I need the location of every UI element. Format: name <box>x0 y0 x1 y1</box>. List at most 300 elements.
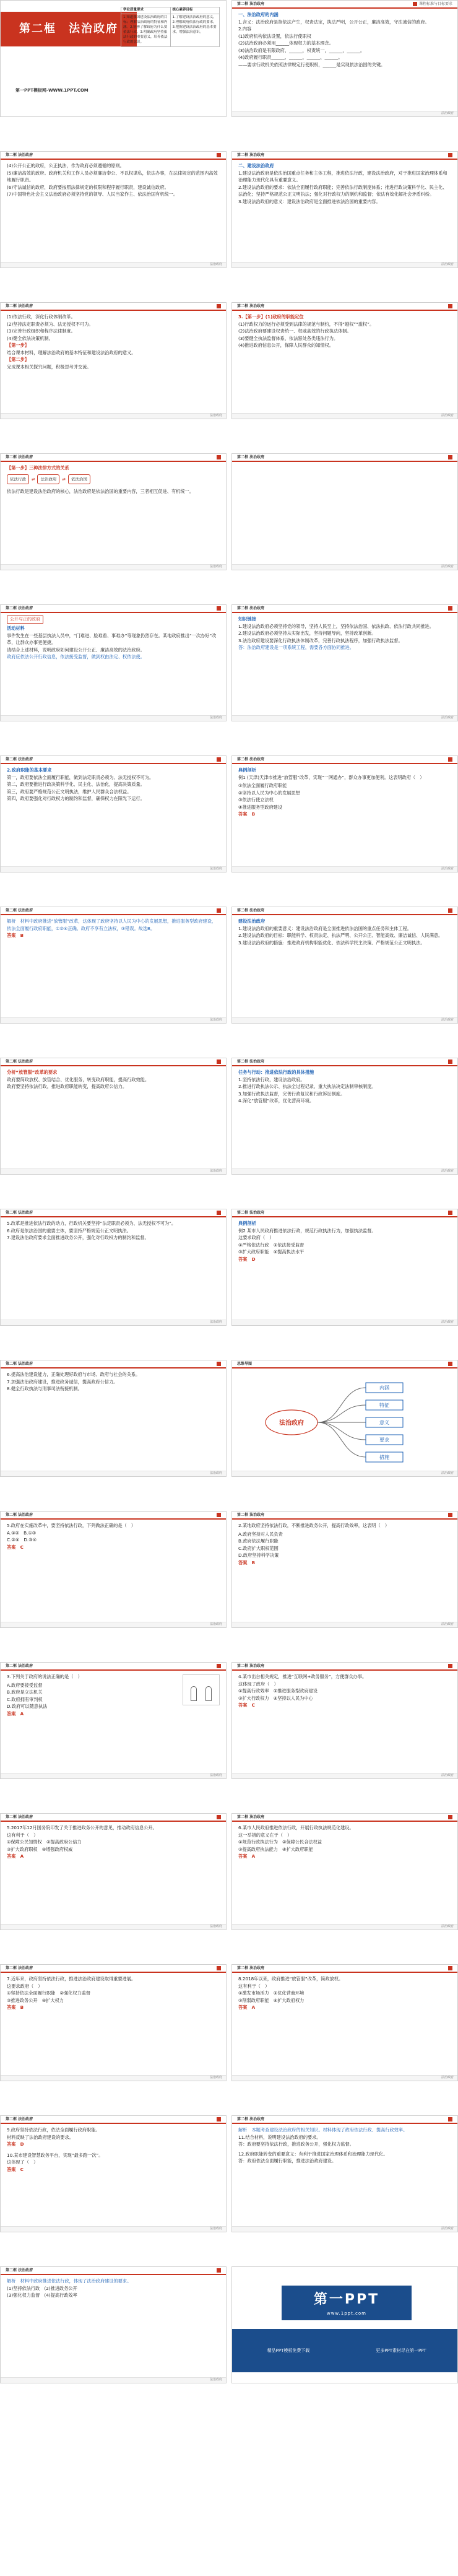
text: 6.提高法治建设能力，正确处理好政府与市场、政府与社会的关系。 <box>7 1372 140 1377</box>
question: 这体现了政府（ ） <box>238 1681 279 1687</box>
slide-footer: 法治政府 <box>232 262 457 268</box>
answer: 答案 B <box>238 811 256 817</box>
answer: 答案 A <box>238 1853 256 1860</box>
option: A.政府要接受监督 <box>7 1682 43 1688</box>
mindmap-branch-line <box>318 1422 366 1457</box>
person-icon <box>191 1686 197 1701</box>
slide-footer: 法治政府 <box>1 2377 226 2383</box>
text: 2.建设法治政府的要求：依法全面履行政府职能；完善依法行政制度体系；推进行政决策科学化、民主化、法治化；坚持严格规范公正文明执法；强化对行政权力的制约和监督；依法有效化解社会矛盾纠纷。 <box>238 184 447 198</box>
slide-row <box>0 907 458 1024</box>
step-label: 【第二步】 <box>7 357 29 363</box>
lesson-label: 第二框 法治政府 <box>237 908 265 913</box>
text: 5.改革是推进依法行政的动力，行政机关要坚持“法定职责必须为、法无授权不可为”。 <box>7 1221 176 1226</box>
site-tag: 第一PPT模板网-WWW.1PPT.COM <box>15 88 89 93</box>
brand-icon <box>413 2 417 6</box>
text: 1.含义：法治政府是指依法产生，权责法定，执法严明，公开公正，廉洁高效，守法诚信的政府。 <box>238 19 430 25</box>
lesson-label: 第二框 法治政府 <box>6 455 33 459</box>
mindmap-branch-line <box>318 1422 366 1440</box>
text: 答：政府要坚持依法行政，推进政务公开，强化权力监督。 <box>238 2141 354 2147</box>
slide-title <box>0 0 227 117</box>
cartoon-illustration <box>183 1674 220 1705</box>
question: 10.某市建设智慧政务平台，实现“最多跑一次”。 <box>7 2152 103 2158</box>
text: (1)坚持依法行政 (2)推进政务公开 <box>7 2285 77 2291</box>
text: 第二，政府要推进行政决策科学化、民主化、法治化，提高决策质量。 <box>7 781 145 788</box>
text: (2)坚持法定职责必须为、法无授权不可为。 <box>7 321 93 327</box>
text: 答：法治政府建设是一项系统工程，需要各方面协同推进。 <box>238 645 354 651</box>
heading: 2.政府职能的基本要求 <box>7 767 52 773</box>
lesson-title: 第二框 法治政府 <box>1 12 137 46</box>
slide <box>0 755 227 872</box>
text: (1)政府机构依法设置，依法行使职权 <box>238 33 311 39</box>
slide-footer: 法治政府 <box>232 1320 457 1325</box>
lesson-label: 第二框 法治政府 <box>6 1059 33 1064</box>
slide <box>231 1813 458 1930</box>
mindmap-node-label: 意义 <box>379 1420 389 1425</box>
option: ③扩大政府职能 ④提高执法水平 <box>238 1249 305 1255</box>
slide <box>231 604 458 721</box>
brand-icon <box>217 1815 221 1819</box>
slide-row <box>0 1964 458 2081</box>
text: 1.坚持依法行政，建设法治政府。 <box>238 1076 305 1082</box>
text: (7)中国特色社会主义法治政府必须坚持党的领导、人民当家作主、依法治国有机统一。 <box>7 191 178 198</box>
lesson-label: 第二框 法治政府 <box>237 2117 265 2121</box>
question: 这体现了（ ） <box>7 2159 38 2165</box>
lesson-label: 第二框 法治政府 <box>6 152 33 157</box>
slide-footer: 法治政府 <box>232 564 457 570</box>
text: 答：政府依法全面履行职能，推进法治政府建设。 <box>238 2158 337 2164</box>
slide <box>0 1209 227 1326</box>
slide-footer: 法治政府 <box>1 715 226 721</box>
slide-footer: 法治政府 <box>232 715 457 721</box>
question: 3.下列关于政府的说法正确的是（ ） <box>7 1674 82 1679</box>
question: 6.某市人民政府推进依法行政，开展行政执法规范化建设。 <box>238 1825 354 1830</box>
lesson-label: 第二框 法治政府 <box>6 1814 33 1819</box>
text: 分析“放管服”改革的要求 <box>7 1069 58 1075</box>
text: (6)守法诚信的政府，政府要按照法律规定的权限和程序履行职责，建设诚信政府。 <box>7 184 169 190</box>
mindmap-node-label: 内涵 <box>379 1385 389 1391</box>
mindmap-node-label: 措施 <box>379 1455 389 1460</box>
slide-row <box>0 2266 458 2383</box>
mindmap-node-label: 要求 <box>379 1437 389 1443</box>
slide-footer: 法治政府 <box>1 1017 226 1023</box>
brand-icon <box>448 1362 452 1366</box>
lesson-label: 第二框 法治政府 <box>6 303 33 308</box>
slide <box>0 151 227 268</box>
text: 第四，政府要强化对行政权力的制约和监督，确保权力在阳光下运行。 <box>7 796 145 802</box>
text: 12.政府职能转变的重要意义：有利于推进国家治理体系和治理能力现代化。 <box>238 2151 388 2157</box>
slide <box>0 1662 227 1779</box>
text: (3)法治政府是有限政府、______，权责统一，______，______。 <box>238 47 365 53</box>
lesson-label: 第二框 法治政府 <box>6 757 33 762</box>
slide <box>231 907 458 1024</box>
slide-row <box>0 0 458 117</box>
lesson-label: 第二框 法治政府 <box>6 2117 33 2121</box>
slide-row <box>0 604 458 721</box>
brand-icon <box>448 1060 452 1064</box>
option: ①规范行政执法行为 ②保障公民合法权益 <box>238 1839 322 1845</box>
answer: 答案 D <box>7 2141 24 2147</box>
brand-icon <box>217 1362 221 1366</box>
text: 4.深化“放管服”改革，优化营商环境。 <box>238 1098 314 1104</box>
mindmap-branch-line <box>318 1388 366 1422</box>
logo-text: 第一PPT <box>313 2291 380 2307</box>
option: A.政府坚持对人民负责 <box>238 1531 283 1537</box>
option: ①激发市场活力 ②优化营商环境 <box>238 1990 305 1996</box>
lesson-label: 第二框 法治政府 <box>237 1814 265 1819</box>
text: 政府应依法公开行政信息，依法接受监督，做到权由法定、权依法使。 <box>7 654 145 660</box>
col-header: 核心素养目标 <box>170 7 220 14</box>
brand-icon <box>217 1966 221 1970</box>
lesson-label: 第二框 法治政府 <box>237 1512 265 1517</box>
slide <box>231 1662 458 1779</box>
slide <box>0 1964 227 2081</box>
question: 例1 (天津)天津市推进“放管服”改革，实现“一网通办”，群众办事更加便利。这表明政府（ ） <box>238 774 425 780</box>
heading: 二、建设法治政府 <box>238 163 274 168</box>
slide-row <box>0 1209 458 1326</box>
slide <box>0 1058 227 1175</box>
slide <box>231 302 458 419</box>
lesson-label: 第二框 法治政府 <box>6 606 33 611</box>
heading: 一、法治政府的内涵 <box>238 12 279 17</box>
slide <box>0 1813 227 1930</box>
lesson-label: 第二框 法治政府 <box>237 1 265 6</box>
option: ③削弱政府职能 ④扩大政府权力 <box>238 1997 305 2003</box>
lesson-label: 第二框 法治政府 <box>237 1059 265 1064</box>
answer: 答案 B <box>238 1559 256 1565</box>
slide-footer: 法治政府 <box>1 1320 226 1325</box>
slide-footer: 法治政府 <box>1 1924 226 1930</box>
slide-row <box>0 151 458 268</box>
brand-icon <box>448 153 452 157</box>
slide-footer: 法治政府 <box>232 1168 457 1174</box>
brand-icon <box>217 455 221 459</box>
slide <box>0 2266 227 2383</box>
text: (1)依法行政，深化行政体制改革。 <box>7 314 76 320</box>
slide <box>0 302 227 419</box>
lesson-label: 第二框 法治政府 <box>6 1663 33 1668</box>
slide-mindmap <box>231 1360 458 1477</box>
text: (2)法治政府要建设权责统一、权威高效的行政执法体制。 <box>238 328 352 334</box>
brand-icon <box>448 1815 452 1819</box>
answer: 答案 B <box>7 933 24 939</box>
text: (3)完善行政组织和程序法律制度。 <box>7 328 76 334</box>
brand-icon <box>448 606 452 611</box>
text: 2.建设法治政府的目标：职能科学、权责法定、执法严明、公开公正、智能高效、廉洁诚信、人民满意。 <box>238 933 443 939</box>
slide-footer: 法治政府 <box>1 866 226 872</box>
brand-icon <box>217 606 221 611</box>
text: 1.建设法治政府是依法治国重点任务和主体工程，推进依法行政，建设法治政府，对于推进国家治理体系和治理能力现代化具有重要意义。 <box>238 170 447 183</box>
promo-text: 精品PPT模板免费下载 <box>267 2348 310 2353</box>
slide-row <box>0 1662 458 1779</box>
slide <box>0 1511 227 1628</box>
text: 3.建设法治政府的意义：建设法治政府是全面推进依法治国的重要内容。 <box>238 198 381 204</box>
arrow-icon: ⇄ <box>32 476 35 482</box>
text: (2)法治政府必须用______体现权力的基本理念。 <box>238 40 334 46</box>
option: ③扩大政府职权 ④增强政府权威 <box>7 1846 73 1852</box>
promo-text: 更多PPT素材尽在第一PPT <box>376 2348 426 2353</box>
text: 3.法治政府建设要深化行政执法体制改革，完善行政执法程序，加强行政执法监督。 <box>238 637 403 643</box>
slide-row <box>0 1511 458 1628</box>
question: 9.政府坚持依法行政，依法全面履行政府职能。 <box>7 2127 100 2133</box>
text: 政府要简政放权、放管结合、优化服务，转变政府职能，提高行政效能。 <box>7 1076 150 1082</box>
option: D.政府可以随意执法 <box>7 1704 48 1710</box>
slide-end <box>231 2266 458 2383</box>
text: 依法行政是建设法治政府的核心，法治政府是依法治国的重要内容，三者相互促进、有机统一。 <box>7 488 194 494</box>
slide-footer: 法治政府 <box>1 564 226 570</box>
section-tag: 公开与正的政府 <box>7 616 43 624</box>
lesson-label: 第二框 法治政府 <box>237 152 265 157</box>
option: C.②④ D.③④ <box>7 1537 37 1543</box>
text: 1.建设法治政府的重要意义：建设法治政府是全面推进依法治国的重点任务和主体工程。 <box>238 925 412 931</box>
text: 结合课本材料，理解法治政府的基本特征和建设法治政府的意义。 <box>7 349 136 355</box>
option: ①依法全面履行政府职能 <box>238 783 287 789</box>
brand-icon <box>448 304 452 308</box>
text: (3)要健全执法监督体系，依法惩处各类违法行为。 <box>238 335 339 341</box>
slide-footer: 法治政府 <box>232 1773 457 1778</box>
answer: 答案 C <box>238 1702 255 1708</box>
person-icon <box>205 1686 212 1701</box>
lesson-label: 第二框 法治政府 <box>6 1512 33 1517</box>
slide-footer: 法治政府 <box>232 111 457 116</box>
text: (4)公开公正的政府，公正执法，作为政府必须遵循的原则。 <box>7 163 124 168</box>
text: (4)政府履行职责______、______、______、______。 <box>238 54 343 61</box>
slide-row <box>0 1058 458 1175</box>
brand-icon <box>217 1664 221 1668</box>
slide <box>231 2115 458 2232</box>
analysis: 解析 材料中政府推进依法行政，体现了法治政府建设的要求。 <box>7 2278 132 2284</box>
lesson-label: 第二框 法治政府 <box>237 1210 265 1215</box>
option: ③扩大行政权力 ④坚持以人民为中心 <box>238 1695 313 1701</box>
lesson-label: 第二框 法治政府 <box>237 455 265 459</box>
answer: 答案 A <box>7 1710 24 1717</box>
mindmap-node-label: 特征 <box>379 1403 389 1408</box>
slide <box>0 1360 227 1477</box>
question: 5.政府在实施改革中，要坚持依法行政，下列做法正确的是（ ） <box>7 1523 136 1528</box>
question: 这有利于（ ） <box>7 1832 38 1838</box>
question: 7.近年来，政府坚持依法行政，推进法治政府建设取得重要进展。 <box>7 1976 136 1982</box>
header-right: 课程标准与目标要求 <box>418 1 452 6</box>
slide <box>0 453 227 570</box>
slide <box>231 453 458 570</box>
option: ③提高政府执法能力 ④扩大政府职能 <box>238 1846 313 1852</box>
lesson-label: 第二框 法治政府 <box>237 606 265 611</box>
option: ④推进服务型政府建设 <box>238 804 283 810</box>
slide-footer: 法治政府 <box>1 413 226 419</box>
slide-footer: 法治政府 <box>232 1924 457 1930</box>
brand-icon <box>448 1966 452 1970</box>
text: (3)强化权力监督 (4)提高行政效率 <box>7 2292 77 2299</box>
heading: 典例剖析 <box>238 767 256 773</box>
slide-row <box>0 2115 458 2232</box>
slide-footer: 法治政府 <box>232 413 457 419</box>
mindmap-branch-line <box>318 1405 366 1422</box>
slide-row <box>0 1813 458 1930</box>
text: 2.内容 <box>238 26 252 32</box>
brand-logo <box>282 2286 412 2320</box>
text: 3.建设法治政府的措施：推进政府机构职能优化、依法科学民主决策、严格规范公正文明执法。 <box>238 939 425 946</box>
promo-strip <box>232 2329 457 2372</box>
lesson-label: 思维导图 <box>237 1361 253 1366</box>
question: 这一举措的意义在于（ ） <box>238 1832 292 1838</box>
slide-footer: 法治政府 <box>232 2226 457 2232</box>
slide-row <box>0 453 458 570</box>
step-label: 【第一步】 <box>7 342 29 349</box>
slide-footer: 法治政府 <box>1 262 226 268</box>
option: ①坚持依法全面履行职能 ②强化权力监督 <box>7 1990 91 1996</box>
option: ①提高行政效率 ②推进服务型政府建设 <box>238 1688 318 1694</box>
brand-icon <box>217 2117 221 2121</box>
mindmap-root-label: 法治政府 <box>279 1420 304 1427</box>
brand-icon <box>217 1211 221 1215</box>
brand-icon <box>448 1513 452 1517</box>
analysis: 解析 本题考查建设法治政府的相关知识。材料体现了政府依法行政、提高行政效率。 <box>238 2127 408 2133</box>
slide-footer: 法治政府 <box>1 1773 226 1778</box>
question: 2.某地政府坚持依法行政，不断推进政务公开，提高行政效率，这表明（ ） <box>238 1523 390 1528</box>
answer: 答案 C <box>7 1544 24 1550</box>
text: 1.建设法治政府必须坚持党的领导，坚持人民至上，坚持依法治国、依法执政、依法行政共同推进。 <box>238 623 434 629</box>
text: (4)健全依法决策机制。 <box>7 335 53 341</box>
text: 第三，政府要严格规范公正文明执法，维护人民群众合法权益。 <box>7 788 132 794</box>
answer: 答案 A <box>238 2004 256 2011</box>
brand-icon <box>217 2268 221 2273</box>
analysis: 解析 材料中政府推进“放管服”改革，这体现了政府坚持以人民为中心的发展思想，推进服务型政府建设，依法全面履行政府职能，①②④正确。政府不享有立法权，③错误。故选B。 <box>7 918 217 931</box>
text: 3.加强行政执法监督，完善行政复议和行政诉讼制度。 <box>238 1090 345 1097</box>
lesson-label: 第二框 法治政府 <box>237 757 265 762</box>
question: 4.某市出台相关规定，推进“互联网+政务服务”，方便群众办事。 <box>238 1674 367 1679</box>
slide <box>231 151 458 268</box>
heading: 任务与行动：推进依法行政的具体措施 <box>238 1069 314 1075</box>
heading: 建设法治政府 <box>238 918 266 924</box>
arrow-icon: ⇄ <box>62 476 66 482</box>
option: C.政府拥有审判权 <box>7 1696 43 1702</box>
brand-icon <box>448 455 452 459</box>
slide-footer: 法治政府 <box>232 866 457 872</box>
brand-icon <box>217 304 221 308</box>
slide-footer: 法治政府 <box>1 1168 226 1174</box>
question: 5.2017年12月国务院印发了关于推进政务公开的意见，推动政府信息公开。 <box>7 1825 157 1830</box>
text: (1)行政权力的运行必须受到法律的规范与制约，不得“越权”“滥权”。 <box>238 321 374 327</box>
text: 事件发生在一些基层执法人员中，“门难进、脸难看、事难办”等现象仍然存在。某地政府推出“一次办好”改革，让群众办事更便捷。 <box>7 632 217 646</box>
lesson-label: 第二框 法治政府 <box>6 1210 33 1215</box>
cell: 1.知道我国建设法治政府的目标；理解法治政府的特征和内涵。2.能够了解政府为什么要依法行政。3.明确政府坚持依法行政的重要意义，培养依法行政的意识。 <box>121 14 171 46</box>
text: 2.推进行政执法公示、执法全过程记录、重大执法决定法制审核制度。 <box>238 1084 376 1090</box>
slide-footer: 法治政府 <box>232 2075 457 2081</box>
slide <box>0 604 227 721</box>
objectives-table <box>121 7 220 47</box>
heading: 典例剖析 <box>238 1221 256 1226</box>
slide-footer: 法治政府 <box>232 1471 457 1476</box>
logo-url: www.1ppt.com <box>326 2310 367 2316</box>
brand-icon <box>448 757 452 762</box>
brand-icon <box>217 1513 221 1517</box>
option: ①保障公民知情权 ②提高政府公信力 <box>7 1839 82 1845</box>
brand-icon <box>217 757 221 762</box>
question: 例2 某市人民政府推进依法行政，规范行政执法行为，加强执法监督。 <box>238 1227 376 1234</box>
brand-icon <box>217 1060 221 1064</box>
slide-row <box>0 1360 458 1477</box>
question: 这有利于（ ） <box>238 1983 270 1989</box>
option: C.政府扩大职权范围 <box>238 1545 279 1551</box>
col-header: 学业质量要求 <box>123 8 144 12</box>
text: 6.政府是依法治国的重要主体，要坚持严格规范公正文明执法。 <box>7 1227 131 1234</box>
slide-footer: 法治政府 <box>232 1622 457 1627</box>
option: ③依法行使立法权 <box>238 797 274 803</box>
text: 7.加强法治政府建设，推进政务诚信，提高政府公信力。 <box>7 1378 118 1385</box>
question: 这要求政府（ ） <box>238 1235 274 1241</box>
text: 第一，政府要依法全面履行职能，做到法定职责必须为、法无授权不可为。 <box>7 774 154 780</box>
text: 请结合上述材料，说明政府如何建设公开公正、廉洁高效的法治政府。 <box>7 646 145 653</box>
question: 这要求政府（ ） <box>7 1983 43 1989</box>
brand-icon <box>448 1211 452 1215</box>
text: (5)廉洁高效的政府。政府机关和工作人员必须廉洁奉公、不以权谋私，依法办事，在法律规定的范围内高效地履行职责。 <box>7 170 218 183</box>
question: 材料反映了法治政府建设的要求。 <box>7 2134 74 2140</box>
slide <box>231 1058 458 1175</box>
slide <box>231 1511 458 1628</box>
brand-icon <box>448 908 452 913</box>
heading: 活动材料 <box>7 625 25 632</box>
chain-node: 法治政府 <box>37 474 59 484</box>
slide <box>231 1209 458 1326</box>
chain-node: 依法行政 <box>7 474 29 484</box>
brand-icon <box>448 2117 452 2121</box>
question: 11.结合材料，说明建设法治政府的要求。 <box>238 2134 321 2140</box>
slide-row <box>0 755 458 872</box>
brand-icon <box>217 908 221 913</box>
question: 8.2018年以来，政府推进“放管服”改革，简政放权。 <box>238 1976 344 1982</box>
answer: 答案 C <box>7 2166 24 2172</box>
slide <box>231 1964 458 2081</box>
mind-map <box>242 1379 449 1466</box>
option: ①严格依法行政 ②依法接受监督 <box>238 1242 305 1248</box>
relation-chain <box>7 474 220 484</box>
lesson-label: 第二框 法治政府 <box>6 2268 33 2273</box>
brand-icon <box>217 153 221 157</box>
slide-footer: 法治政府 <box>1 2075 226 2081</box>
text: 8.健全行政执法与刑事司法衔接机制。 <box>7 1386 82 1392</box>
chain-node: 依法治国 <box>68 474 90 484</box>
lesson-label: 第二框 法治政府 <box>6 1965 33 1970</box>
slide-footer: 法治政府 <box>1 1471 226 1476</box>
option: ②坚持以人民为中心的发展思想 <box>238 790 300 796</box>
slide-footer: 法治政府 <box>232 1017 457 1023</box>
option: B.政府依法履行职能 <box>238 1538 279 1544</box>
option: B.政府是立法机关 <box>7 1689 43 1695</box>
text: ——要求行政机关依照法律规定行使职权，______是实现依法治国的关键。 <box>238 61 386 67</box>
text: 完成课本相关探究问题，积极思考并交流。 <box>7 363 92 370</box>
answer: 答案 A <box>7 1853 24 1860</box>
slide <box>231 755 458 872</box>
slide-footer: 法治政府 <box>1 2226 226 2232</box>
text: 2.建设法治政府必须坚持从实际出发，坚持问题导向，坚持改革创新。 <box>238 630 376 637</box>
answer: 答案 B <box>7 2004 24 2011</box>
cell: 1.了解建设法治政府的意义。2.理解政府依法行政的要求。3.把握建设法治政府的基本要求，增强法治意识。 <box>172 15 217 34</box>
heading: 知识链接 <box>238 616 256 622</box>
lesson-label: 第二框 法治政府 <box>6 908 33 913</box>
slide-row <box>0 302 458 419</box>
slide <box>0 907 227 1024</box>
option: ③推进政务公开 ④扩大权力 <box>7 1997 64 2003</box>
lesson-label: 第二框 法治政府 <box>6 1361 33 1366</box>
option: A.①② B.①③ <box>7 1530 37 1536</box>
slide <box>231 0 458 117</box>
option: D.政府坚持科学决策 <box>238 1552 279 1559</box>
slide <box>0 2115 227 2232</box>
lesson-label: 第二框 法治政府 <box>237 1965 265 1970</box>
lesson-label: 第二框 法治政府 <box>237 303 265 308</box>
slide-footer: 法治政府 <box>1 1622 226 1627</box>
step-label: 【第一步】三种法律方式的关系 <box>7 465 69 471</box>
answer: 答案 D <box>238 1256 256 1262</box>
